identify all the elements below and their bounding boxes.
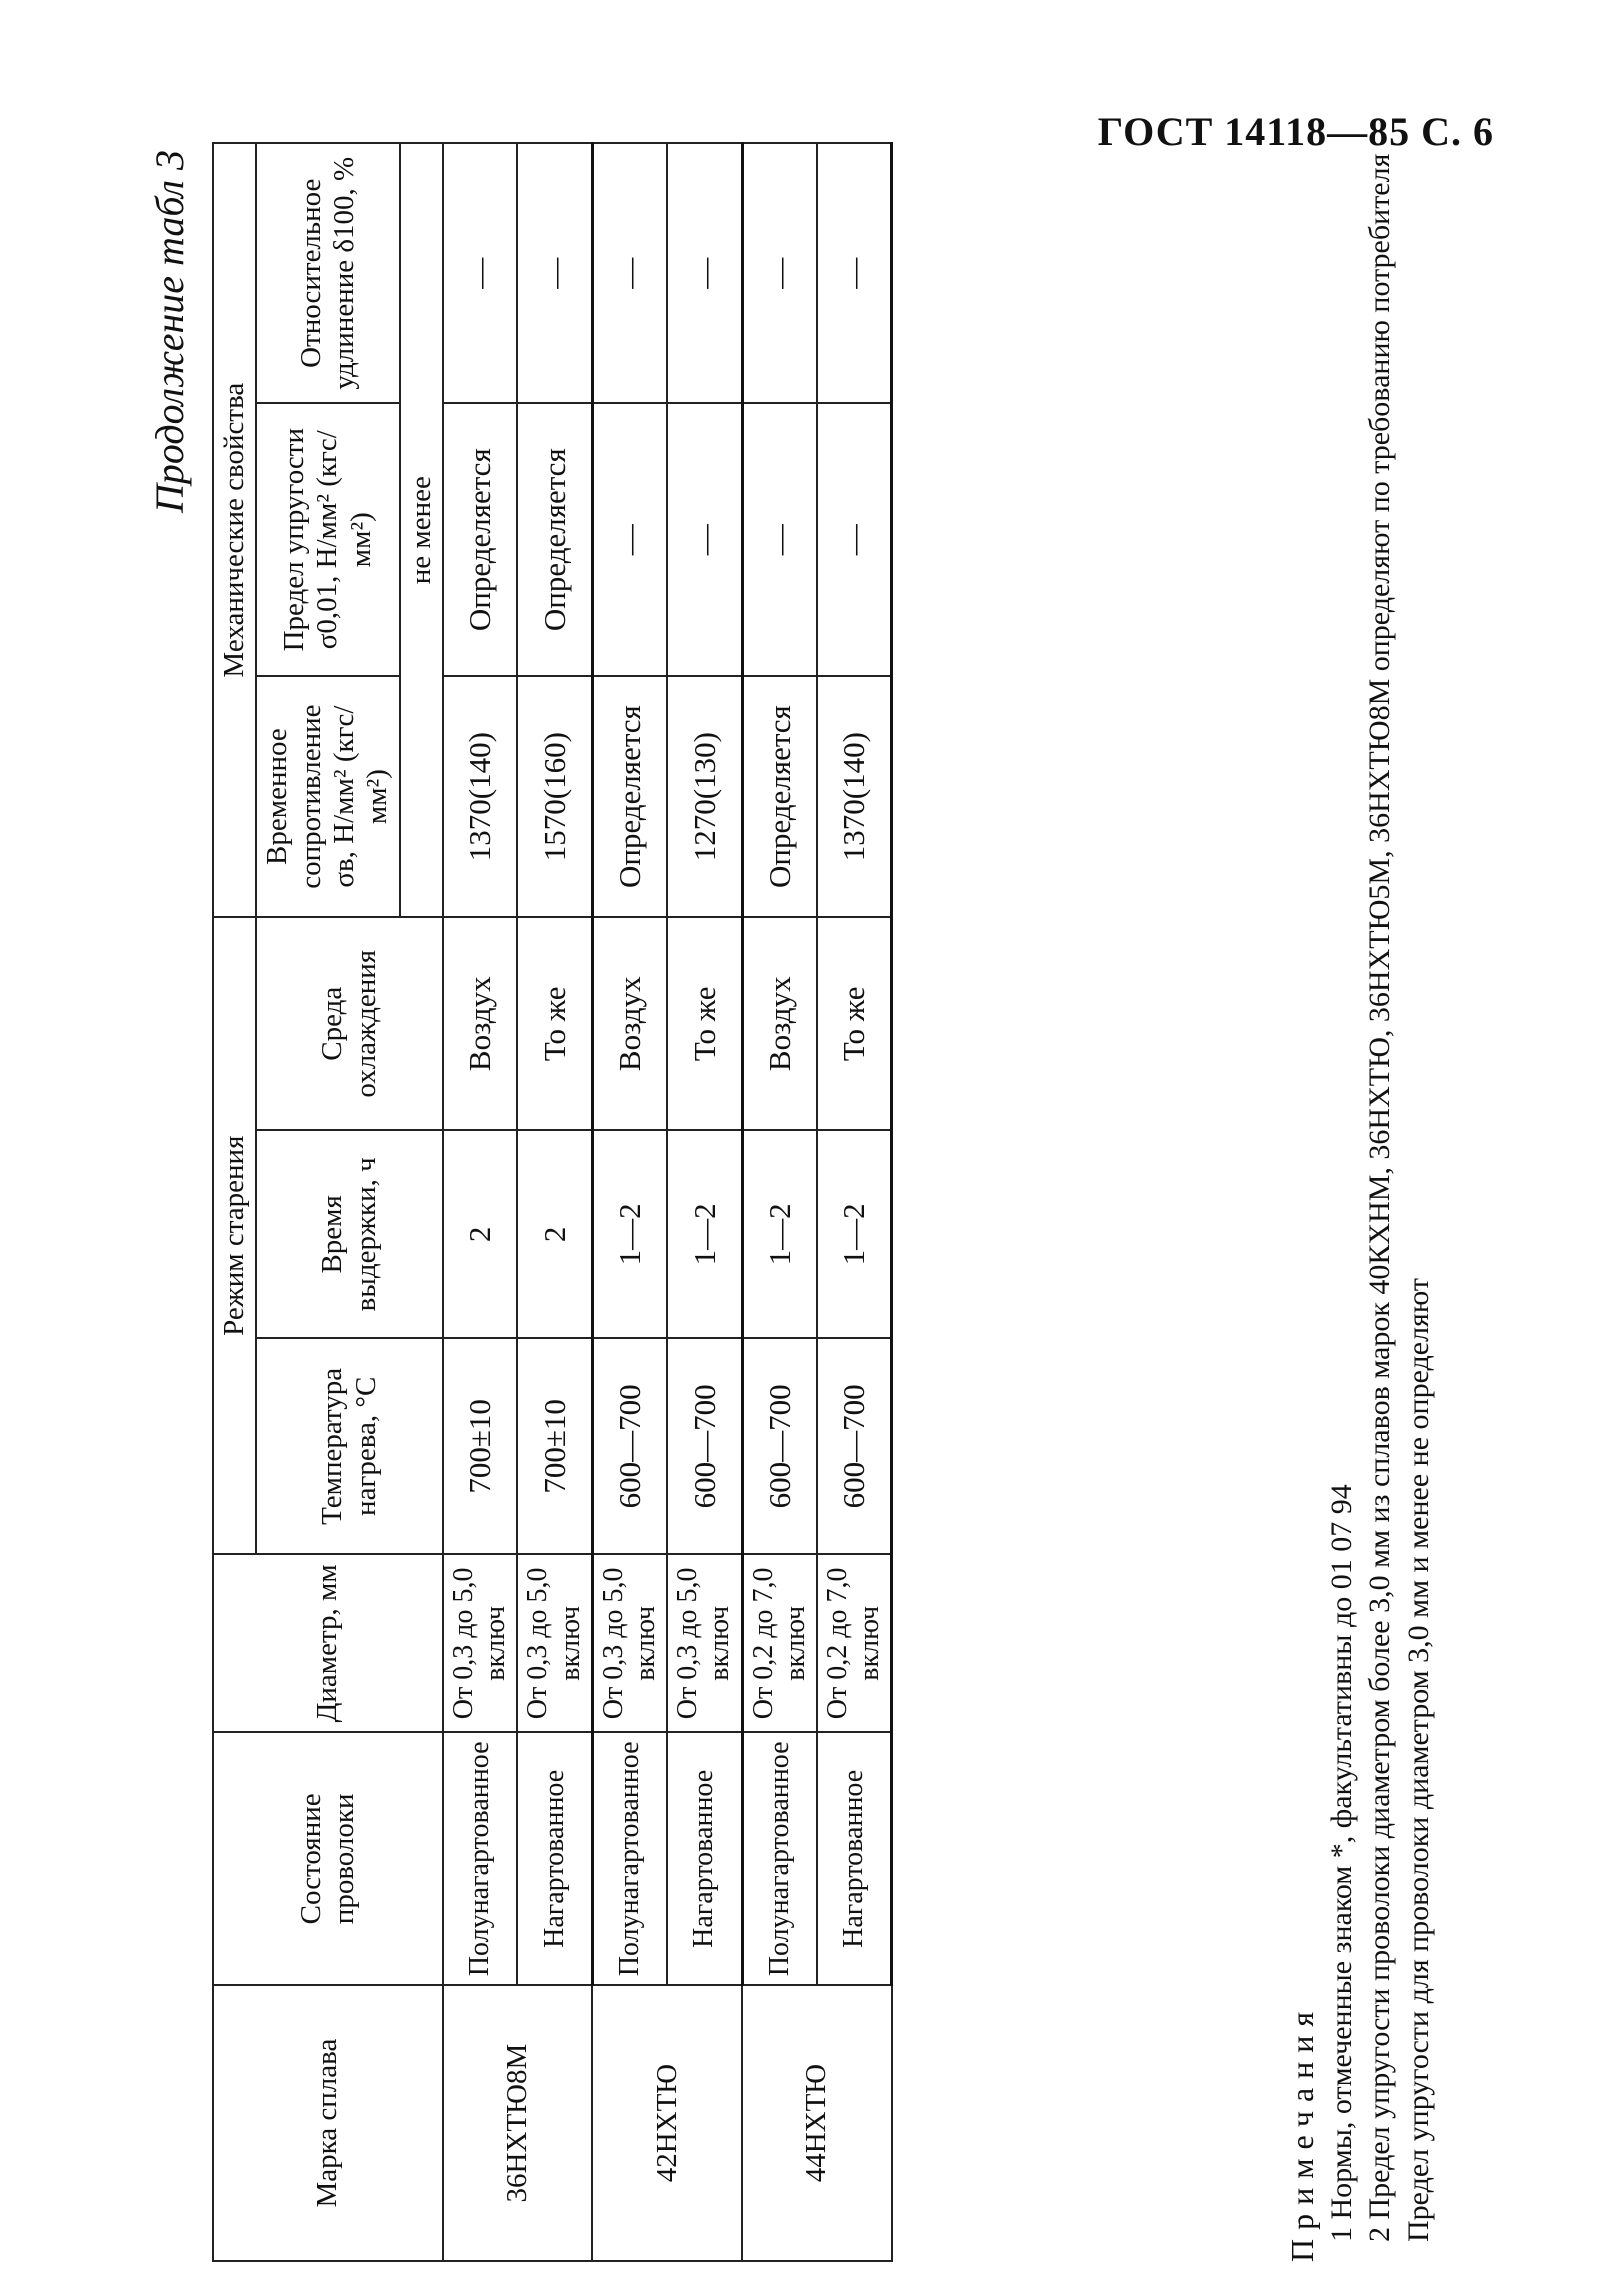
header-cooling-medium: Среда охлаждения xyxy=(256,917,443,1130)
diameter-cell: От 0,3 до 5,0 включ xyxy=(517,1554,592,1732)
notes-title: Примечания xyxy=(1284,2002,1320,2262)
header-not-less: не менее xyxy=(400,143,443,917)
elastic-cell: — xyxy=(742,403,817,675)
table-row xyxy=(817,143,892,2261)
tensile-cell: 1570(160) xyxy=(517,676,592,917)
elastic-cell: Определяется xyxy=(443,403,517,675)
header-state: Состояние проволоки xyxy=(213,1733,443,1986)
tensile-cell: 1370(140) xyxy=(817,676,892,917)
grade-cell: 44НХТЮ xyxy=(742,1985,892,2261)
hold-time-cell: 2 xyxy=(443,1130,517,1338)
rotated-page-content xyxy=(132,112,1592,2262)
state-cell: Полунагартованное xyxy=(592,1733,667,1986)
header-aging-mode: Режим старения xyxy=(213,917,256,1554)
elastic-cell: — xyxy=(817,403,892,675)
cooling-cell: То же xyxy=(667,917,742,1130)
elastic-cell: — xyxy=(592,403,667,675)
table-row xyxy=(517,143,592,2261)
table-row xyxy=(592,143,667,2261)
cooling-cell: То же xyxy=(517,917,592,1130)
elongation-cell: — xyxy=(667,143,742,403)
diameter-cell: От 0,3 до 5,0 включ xyxy=(667,1554,742,1732)
diameter-cell: От 0,2 до 7,0 включ xyxy=(742,1554,817,1732)
hold-time-cell: 2 xyxy=(517,1130,592,1338)
temperature-cell: 700±10 xyxy=(517,1338,592,1554)
temperature-cell: 600—700 xyxy=(667,1338,742,1554)
header-tensile-strength: Временное сопротивление σв, Н/мм² (кгс/мм²) xyxy=(256,676,399,917)
temperature-cell: 600—700 xyxy=(742,1338,817,1554)
elongation-cell: — xyxy=(817,143,892,403)
tensile-cell: 1270(130) xyxy=(667,676,742,917)
temperature-cell: 700±10 xyxy=(443,1338,517,1554)
diameter-cell: От 0,3 до 5,0 включ xyxy=(592,1554,667,1732)
grade-cell: 36НХТЮ8М xyxy=(443,1985,592,2261)
temperature-cell: 600—700 xyxy=(817,1338,892,1554)
elongation-cell: — xyxy=(443,143,517,403)
hold-time-cell: 1—2 xyxy=(667,1130,742,1338)
table-row xyxy=(742,143,817,2261)
table-row xyxy=(667,143,742,2261)
properties-table xyxy=(212,142,893,2262)
cooling-cell: То же xyxy=(817,917,892,1130)
hold-time-cell: 1—2 xyxy=(817,1130,892,1338)
table-continuation-label: Продолжение табл 3 xyxy=(147,150,192,514)
elongation-cell: — xyxy=(592,143,667,403)
header-elastic-limit: Предел упругости σ0,01, Н/мм² (кгс/мм²) xyxy=(256,403,399,675)
hold-time-cell: 1—2 xyxy=(592,1130,667,1338)
header-hold-time: Время выдержки, ч xyxy=(256,1130,443,1338)
tensile-cell: Определяется xyxy=(592,676,667,917)
note-item: 1 Нормы, отмеченные знаком *, факультативны до 01 07 94 xyxy=(1324,1484,1358,2242)
cooling-cell: Воздух xyxy=(443,917,517,1130)
cooling-cell: Воздух xyxy=(592,917,667,1130)
header-diameter: Диаметр, мм xyxy=(213,1554,443,1732)
diameter-cell: От 0,2 до 7,0 включ xyxy=(817,1554,892,1732)
state-cell: Полунагартованное xyxy=(443,1733,517,1986)
page-header: ГОСТ 14118—85 С. 6 xyxy=(1097,109,1494,154)
hold-time-cell: 1—2 xyxy=(742,1130,817,1338)
grade-cell: 42НХТЮ xyxy=(592,1985,742,2261)
header-temperature: Температура нагрева, °С xyxy=(256,1338,443,1554)
state-cell: Полунагартованное xyxy=(742,1733,817,1986)
header-grade: Марка сплава xyxy=(213,1985,443,2261)
header-mechanical: Механические свойства xyxy=(213,143,256,917)
temperature-cell: 600—700 xyxy=(592,1338,667,1554)
header-elongation: Относительное удлинение δ100, % xyxy=(256,143,399,403)
elongation-cell: — xyxy=(742,143,817,403)
diameter-cell: От 0,3 до 5,0 включ xyxy=(443,1554,517,1732)
state-cell: Нагартованное xyxy=(817,1733,892,1986)
tensile-cell: Определяется xyxy=(742,676,817,917)
cooling-cell: Воздух xyxy=(742,917,817,1130)
elongation-cell: — xyxy=(517,143,592,403)
tensile-cell: 1370(140) xyxy=(443,676,517,917)
state-cell: Нагартованное xyxy=(517,1733,592,1986)
notes-section xyxy=(1282,132,1438,2262)
state-cell: Нагартованное xyxy=(667,1733,742,1986)
table-row xyxy=(443,143,517,2261)
elastic-cell: Определяется xyxy=(517,403,592,675)
note-item: 2 Предел упругости проволоки диаметром более 3,0 мм из сплавов марок 40КХНМ, 36НХТЮ, 36НХТЮ5М, 36НХТЮ8М определяют по требованию потребителя Предел упругости для проволоки диаметром 3,0 мм и менее не определяют xyxy=(1363,153,1435,2242)
elastic-cell: — xyxy=(667,403,742,675)
